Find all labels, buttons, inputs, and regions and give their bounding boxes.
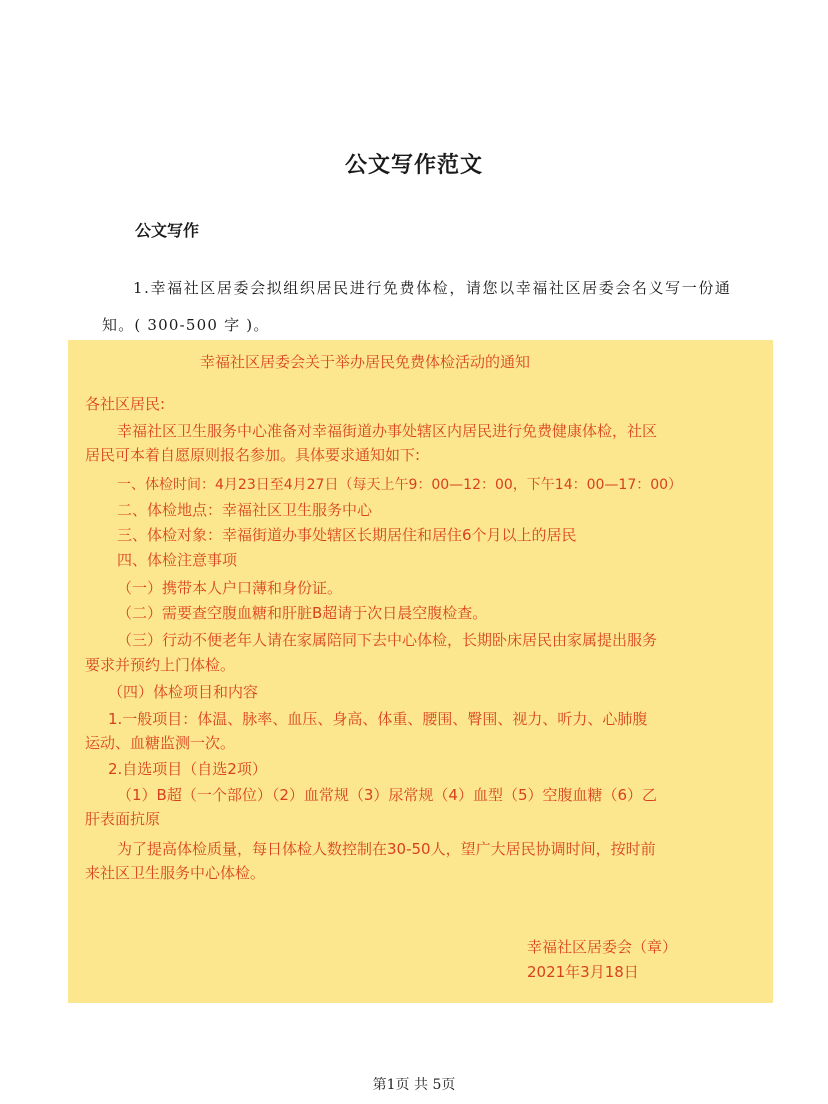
notice-precaution-1: （一）携带本人户口薄和身份证。 [117, 579, 343, 597]
notice-signature: 幸福社区居委会（章） [527, 938, 678, 956]
notice-salutation: 各社区居民: [85, 395, 166, 413]
notice-precaution-3-line-2: 要求并预约上门体检。 [85, 656, 236, 674]
notice-item-precautions: 四、体检注意事项 [117, 551, 238, 569]
section-heading: 公文写作 [135, 221, 200, 240]
notice-date: 2021年3月18日 [527, 963, 639, 981]
notice-item-target: 三、体检对象：幸福街道办事处辖区长期居住和居住6个月以上的居民 [117, 526, 577, 544]
notice-optional-list-line-2: 肝表面抗原 [85, 810, 161, 828]
notice-closing-line-1: 为了提高体检质量，每日体检人数控制在30-50人，望广大居民协调时间，按时前 [117, 840, 656, 858]
page-title: 公文写作范文 [344, 152, 483, 178]
notice-general-items-line-2: 运动、血糖监测一次。 [85, 734, 236, 752]
notice-subsection-items: （四）体检项目和内容 [108, 683, 259, 701]
notice-closing-line-2: 来社区卫生服务中心体检。 [85, 864, 266, 882]
notice-general-items-line-1: 1.一般项目：体温、脉率、血压、身高、体重、腰围、臀围、视力、听力、心肺腹 [108, 710, 648, 728]
page-number: 第1页 共 5页 [372, 1077, 456, 1093]
notice-intro-line-2: 居民可本着自愿原则报名参加。具体要求通知如下: [85, 446, 421, 464]
notice-item-time: 一、体检时间：4月23日至4月27日（每天上午9：00—12：00，下午14：00—17：00） [117, 477, 683, 493]
question-text-line-2: 知。( 300-500 字 )。 [102, 316, 270, 334]
notice-optional-items: 2.自选项目（自选2项） [108, 760, 267, 778]
notice-optional-list-line-1: （1）B超（一个部位）（2）血常规（3）尿常规（4）血型（5）空腹血糖（6）乙 [117, 786, 658, 804]
notice-item-location: 二、体检地点：幸福社区卫生服务中心 [117, 501, 373, 519]
notice-precaution-3-line-1: （三）行动不便老年人请在家属陪同下去中心体检，长期卧床居民由家属提出服务 [117, 631, 658, 649]
notice-precaution-2: （二）需要查空腹血糖和肝脏B超请于次日晨空腹检查。 [117, 604, 488, 622]
notice-title: 幸福社区居委会关于举办居民免费体检活动的通知 [200, 353, 531, 371]
question-text-line-1: 1.幸福社区居委会拟组织居民进行免费体检，请您以幸福社区居委会名义写一份通 [133, 279, 732, 297]
notice-intro-line-1: 幸福社区卫生服务中心准备对幸福街道办事处辖区内居民进行免费健康体检，社区 [117, 422, 658, 440]
